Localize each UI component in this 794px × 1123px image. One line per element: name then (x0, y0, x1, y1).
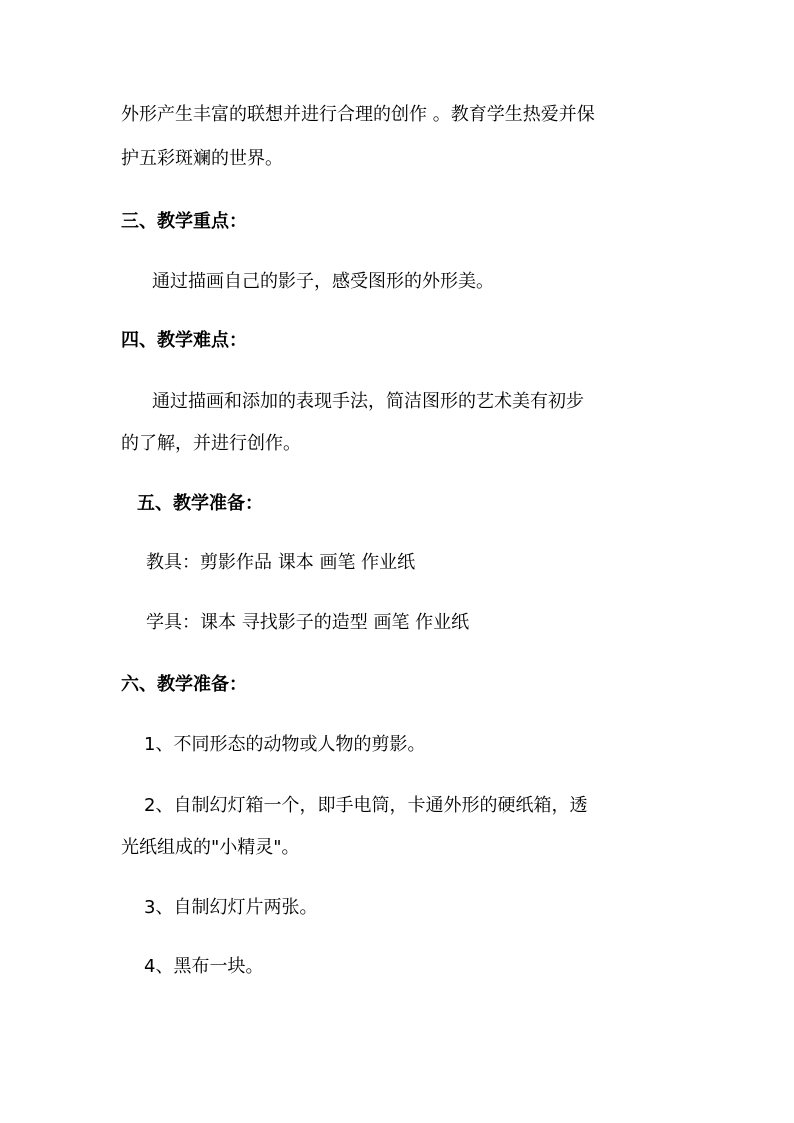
section-3-heading: 三、教学重点： (121, 211, 247, 232)
prep-item-2-line-2: 光纸组成的"小精灵"。 (121, 837, 300, 858)
intro-line-2: 护五彩斑斓的世界。 (121, 148, 283, 169)
section-4-body-line-2: 的了解，并进行创作。 (121, 433, 301, 454)
section-4-heading: 四、教学难点： (121, 330, 247, 351)
prep-item-1: 1、不同形态的动物或人物的剪影。 (144, 734, 426, 755)
prep-item-2-line-1: 2、自制幻灯箱一个，即手电筒，卡通外形的硬纸箱，透 (144, 795, 588, 816)
prep-item-3: 3、自制幻灯片两张。 (144, 897, 318, 918)
section-6-heading: 六、教学准备： (121, 674, 247, 695)
section-4-body-line-1: 通过描画和添加的表现手法，简洁图形的艺术美有初步 (152, 391, 584, 412)
intro-line-1: 外形产生丰富的联想并进行合理的创作 。教育学生热爱并保 (121, 104, 595, 125)
prep-item-4: 4、黑布一块。 (144, 956, 264, 977)
section-5-heading: 五、教学准备： (137, 493, 263, 514)
student-tools-line: 学具：课本 寻找影子的造型 画笔 作业纸 (146, 612, 470, 633)
teacher-tools-line: 教具：剪影作品 课本 画笔 作业纸 (146, 552, 416, 573)
section-3-body: 通过描画自己的影子，感受图形的外形美。 (152, 271, 494, 292)
